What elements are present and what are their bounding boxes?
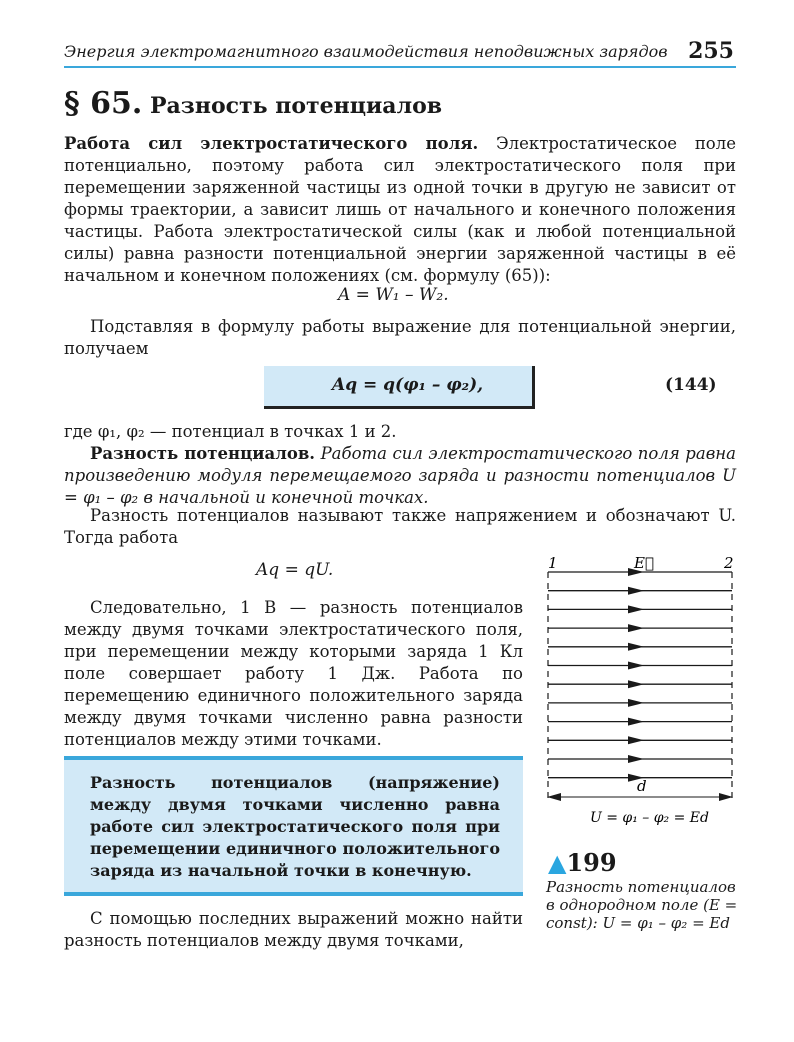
field-arrow — [628, 605, 644, 613]
field-arrow — [628, 643, 644, 651]
field-arrow — [628, 736, 644, 744]
field-arrow — [628, 624, 644, 632]
paragraph-pd-text: Работа сил электростатического поля равна произведению модуля перемещаемого заряда и разности потенциалов U = φ₁ – φ₂ в начальной и конечной точках. — [64, 444, 737, 507]
section-number: § 65. — [64, 86, 143, 121]
running-title: Энергия электромагнитного взаимодействия неподвижных зарядов — [64, 42, 668, 61]
main-formula: Aq = q(φ₁ – φ₂), — [332, 375, 484, 395]
field-arrow — [628, 587, 644, 595]
figure-number-text: 199 — [566, 848, 617, 877]
main-formula-box — [264, 366, 535, 409]
uniform-field-figure — [540, 550, 740, 830]
paragraph-potential-difference — [64, 443, 736, 509]
formula-work-energy: A = W₁ – W₂. — [338, 285, 449, 305]
highlight-text: Разность потенциалов (напряжение) между двумя точками численно равна работе сил электростатического поля при перемещении единичного положительного заряда из начальной точки в конечную. — [90, 773, 500, 880]
field-arrow — [628, 718, 644, 726]
section-title: Разность потенциалов — [150, 93, 443, 119]
running-header — [64, 40, 736, 68]
highlight-box — [64, 756, 523, 896]
formula-number: (144) — [665, 375, 717, 395]
paragraph-voltage: Разность потенциалов называют также напряжением и обозначают U. Тогда работа — [64, 506, 736, 547]
field-lines — [548, 568, 732, 782]
figure-number — [548, 848, 617, 877]
paragraph-where: где φ₁, φ₂ — потенциал в точках 1 и 2. — [64, 422, 397, 441]
paragraph-volt-definition: Следовательно, 1 В — разность потенциалов между двумя точками электростатического поля, при перемещении между которыми заряда 1 Кл поле совершает работу 1 Дж. Работа по перемещению единичного положительного заряда между двумя точками численно равна разности потенциалов между этими точками. — [64, 598, 523, 749]
field-vector-label: E⃗ — [634, 554, 654, 572]
page-number: 255 — [688, 38, 734, 64]
section-heading — [64, 86, 442, 121]
point-2-label: 2 — [724, 554, 734, 572]
field-arrow — [628, 680, 644, 688]
field-arrow — [628, 755, 644, 763]
distance-label: d — [637, 777, 647, 795]
formula-work-voltage: Aq = qU. — [256, 560, 334, 580]
paragraph-final: С помощью последних выражений можно найти разность потенциалов между двумя точками, — [64, 909, 523, 950]
field-arrow — [628, 662, 644, 670]
paragraph-work — [64, 133, 736, 287]
paragraph-pd-lead: Разность потенциалов. — [90, 444, 316, 463]
paragraph-work-lead: Работа сил электростатического поля. — [64, 134, 479, 153]
figure-caption: Разность потенциалов в однородном поле (E = const): U = φ₁ – φ₂ = Ed — [546, 878, 738, 932]
paragraph-substitute: Подставляя в формулу работы выражение для потенциальной энергии, получаем — [64, 317, 736, 358]
field-arrow — [628, 699, 644, 707]
paragraph-work-text: Электростатическое поле потенциально, поэтому работа сил электростатического поля при перемещении заряженной частицы из одной точки в другую не зависит от формы траектории, а зависит лишь от начального и конечного положения частицы. Работа электростатической силы (как и любой потенциальной силы) равна разности потенциальной энергии заряженной частицы в её начальном и конечном положениях (см. формулу (65)): — [64, 134, 736, 285]
figure-formula: U = φ₁ – φ₂ = Ed — [590, 810, 709, 826]
triangle-icon: ▲ — [548, 848, 567, 877]
point-1-label: 1 — [548, 554, 558, 572]
